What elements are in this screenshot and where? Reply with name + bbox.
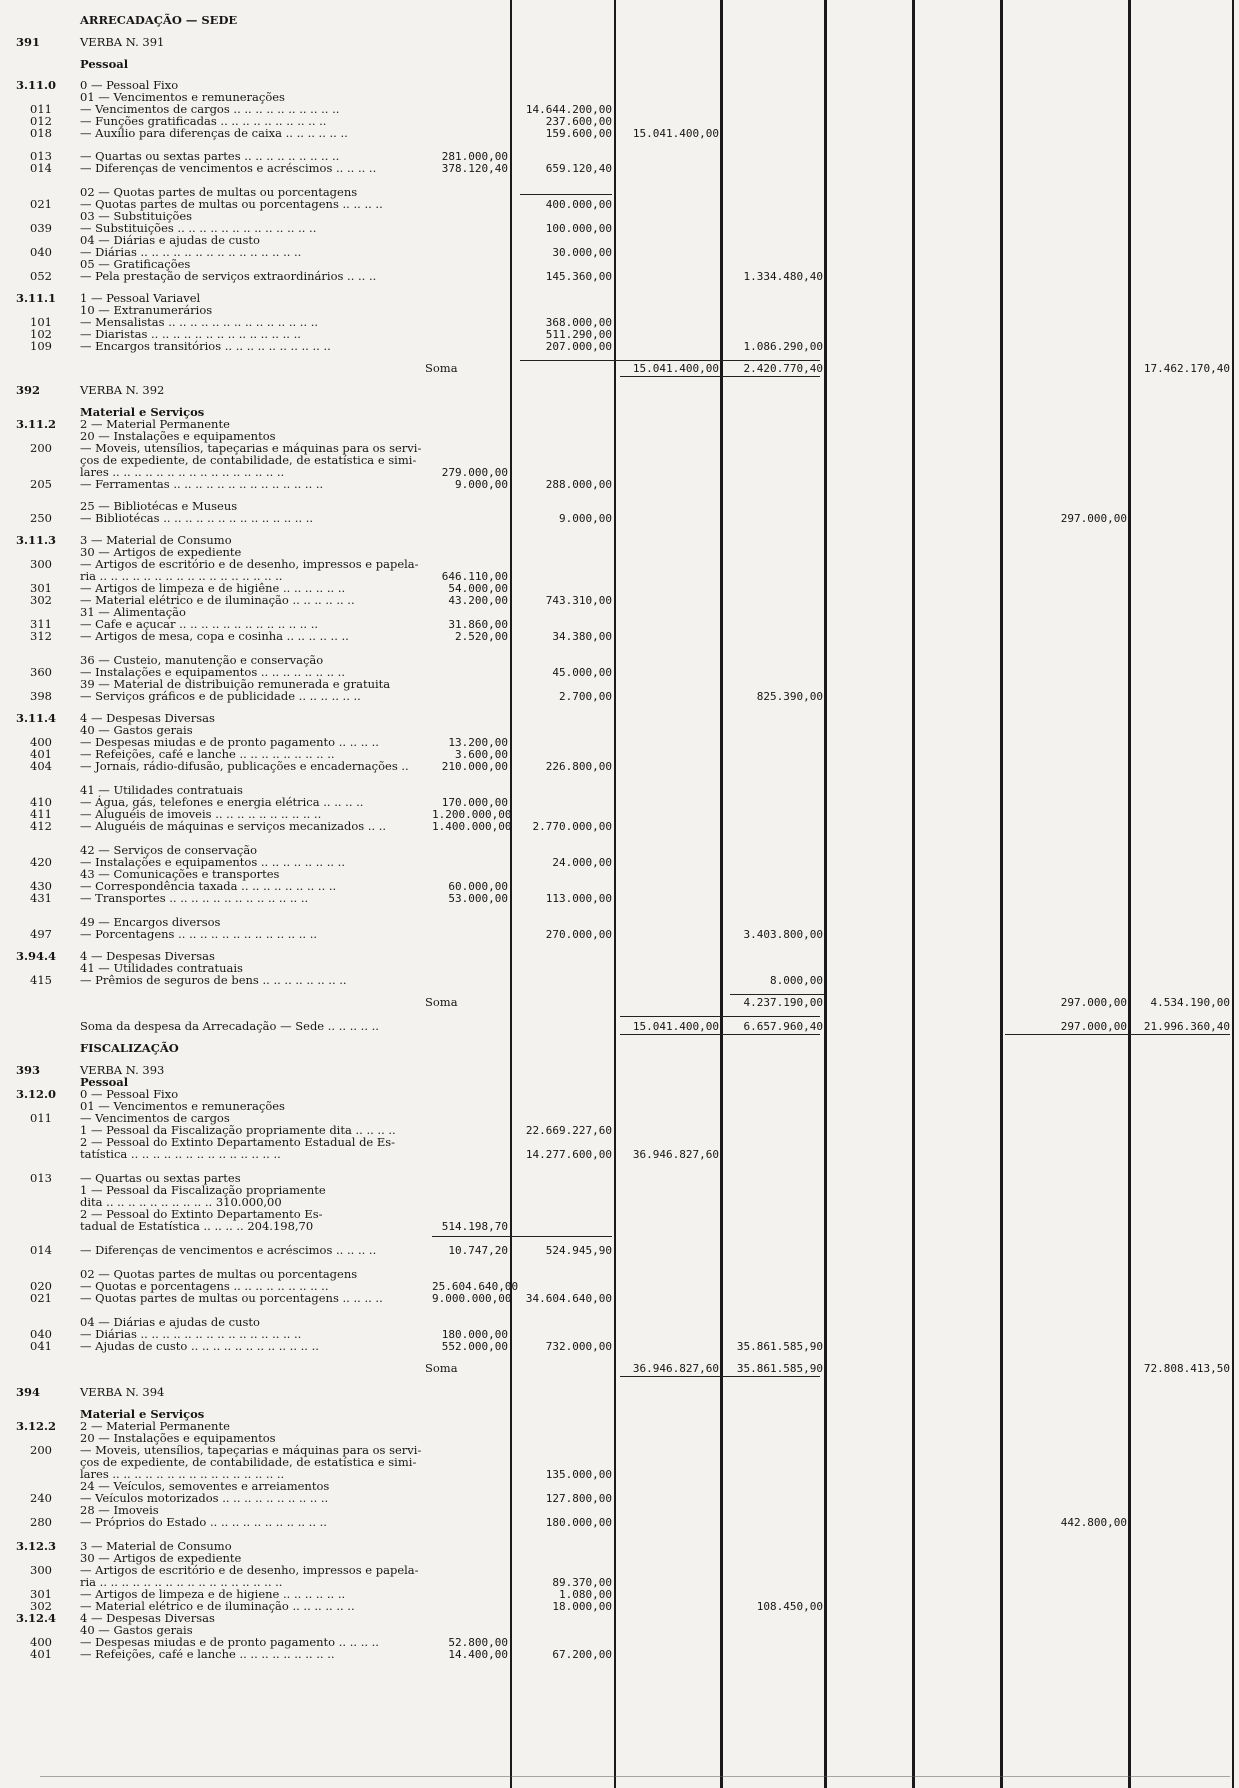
- item-description: ria .. .. .. .. .. .. .. .. .. .. .. .. .. .. .. .. ..: [80, 569, 283, 583]
- amount-col-6: 21.996.360,40: [1143, 1020, 1230, 1033]
- amount-col-4: 35.861.585,90: [736, 1362, 823, 1375]
- amount-col-2: 30.000,00: [552, 246, 612, 259]
- amount-col-2: 180.000,00: [545, 1516, 612, 1529]
- amount-col-2: 732.000,00: [545, 1340, 612, 1353]
- item-code: 205: [30, 477, 52, 491]
- item-description: 39 — Material de distribuição remunerada e gratuita: [80, 677, 391, 691]
- amount-col-3: 15.041.400,00: [632, 127, 719, 140]
- amount-col-4: 2.420.770,40: [743, 362, 823, 375]
- item-description: 10 — Extranumerários: [80, 303, 213, 317]
- ledger-row: [0, 1244, 1239, 1257]
- amount-col-4: 1.086.290,00: [743, 340, 823, 353]
- item-description: 25 — Bibliotécas e Museus: [80, 499, 238, 513]
- amount-col-5: 297.000,00: [1060, 1020, 1127, 1033]
- item-description: — Refeições, café e lanche .. .. .. .. .. .. .. .. ..: [80, 747, 335, 761]
- item-description: — Vencimentos de cargos: [80, 1111, 230, 1125]
- amount-col-3: 15.041.400,00: [632, 1020, 719, 1033]
- section-code: 3.11.0: [16, 78, 57, 92]
- amount-col-4: 1.334.480,40: [743, 270, 823, 283]
- item-description: ARRECADAÇÃO — SEDE: [80, 13, 238, 27]
- item-description: 41 — Utilidades contratuais: [80, 961, 243, 975]
- scan-noise: [40, 1776, 1230, 1777]
- item-code: 360: [30, 665, 52, 679]
- ledger-row: [0, 58, 1239, 71]
- item-code: 040: [30, 1327, 52, 1341]
- total-rule: [620, 1376, 820, 1377]
- soma-label: Soma: [425, 1361, 458, 1375]
- item-description: 1 — Pessoal da Fiscalização propriamente dita .. .. .. ..: [80, 1123, 396, 1137]
- amount-col-4: 35.861.585,90: [736, 1340, 823, 1353]
- item-description: — Quotas e porcentagens .. .. .. .. .. .. .. .. ..: [80, 1279, 329, 1293]
- section-code: 3.11.1: [16, 291, 57, 305]
- item-code: 013: [30, 149, 52, 163]
- ledger-row: [0, 270, 1239, 283]
- amount-col-2: 127.800,00: [545, 1492, 612, 1505]
- item-description: — Moveis, utensílios, tapeçarias e máquinas para os servi-: [80, 441, 422, 455]
- section-code: 394: [16, 1385, 41, 1399]
- amount-col-4: 6.657.960,40: [743, 1020, 823, 1033]
- item-description: 1 — Pessoal da Fiscalização propriamente: [80, 1183, 326, 1197]
- item-code: 401: [30, 1647, 52, 1661]
- amount-col-2: 207.000,00: [545, 340, 612, 353]
- item-description: — Moveis, utensílios, tapeçarias e máquinas para os servi-: [80, 1443, 422, 1457]
- item-code: 400: [30, 735, 52, 749]
- item-description: Material e Serviços: [80, 405, 205, 419]
- amount-col-2: 659.120,40: [545, 162, 612, 175]
- item-code: 012: [30, 114, 52, 128]
- item-description: ria .. .. .. .. .. .. .. .. .. .. .. .. .. .. .. .. ..: [80, 1575, 283, 1589]
- amount-col-5: 442.800,00: [1060, 1516, 1127, 1529]
- item-description: — Material elétrico e de iluminação .. .. .. .. .. ..: [80, 593, 355, 607]
- item-code: 497: [30, 927, 52, 941]
- item-code: 430: [30, 879, 52, 893]
- item-description: — Correspondência taxada .. .. .. .. .. .. .. .. ..: [80, 879, 337, 893]
- item-description: Soma da despesa da Arrecadação — Sede .. .. .. .. ..: [80, 1019, 379, 1033]
- item-description: 1 — Pessoal Variavel: [80, 291, 201, 305]
- amount-col-2: 2.770.000,00: [532, 820, 612, 833]
- amount-col-2: 288.000,00: [545, 478, 612, 491]
- amount-col-2: 135.000,00: [545, 1468, 612, 1481]
- item-description: 20 — Instalações e equipamentos: [80, 1431, 276, 1445]
- soma-label: Soma: [425, 361, 458, 375]
- item-description: — Refeições, café e lanche .. .. .. .. .. .. .. .. ..: [80, 1647, 335, 1661]
- item-description: — Instalações e equipamentos .. .. .. .. .. .. .. ..: [80, 665, 345, 679]
- item-description: 02 — Quotas partes de multas ou porcentagens: [80, 185, 358, 199]
- item-code: 312: [30, 629, 52, 643]
- item-code: 302: [30, 593, 52, 607]
- item-description: ços de expediente, de contabilidade, de estatística e simi-: [80, 453, 417, 467]
- item-description: — Água, gás, telefones e energia elétrica .. .. .. ..: [80, 795, 364, 809]
- item-code: 410: [30, 795, 52, 809]
- amount-col-4: 108.450,00: [756, 1600, 823, 1613]
- item-description: 01 — Vencimentos e remunerações: [80, 1099, 285, 1113]
- item-description: 2 — Material Permanente: [80, 1419, 230, 1433]
- item-description: 03 — Substituições: [80, 209, 193, 223]
- section-code: 3.12.4: [16, 1611, 57, 1625]
- item-code: 250: [30, 511, 52, 525]
- ledger-row: [0, 1648, 1239, 1661]
- item-code: 200: [30, 1443, 52, 1457]
- amount-col-3: 36.946.827,60: [632, 1362, 719, 1375]
- amount-col-1: 646.110,00: [441, 570, 508, 583]
- item-description: 4 — Despesas Diversas: [80, 949, 215, 963]
- item-description: — Diferenças de vencimentos e acréscimos .. .. .. ..: [80, 161, 377, 175]
- item-description: — Despesas miudas e de pronto pagamento .. .. .. ..: [80, 735, 379, 749]
- item-description: — Diárias .. .. .. .. .. .. .. .. .. .. .. .. .. .. ..: [80, 245, 302, 259]
- ledger-row: [0, 760, 1239, 773]
- amount-col-2: 226.800,00: [545, 760, 612, 773]
- amount-col-3: 15.041.400,00: [632, 362, 719, 375]
- amount-col-2: 100.000,00: [545, 222, 612, 235]
- amount-col-2: 145.360,00: [545, 270, 612, 283]
- ledger-row: [0, 512, 1239, 525]
- amount-col-1: 52.800,00: [448, 1636, 508, 1649]
- amount-col-2: 14.644.200,00: [525, 103, 612, 116]
- item-code: 014: [30, 161, 52, 175]
- item-description: lares .. .. .. .. .. .. .. .. .. .. .. .. .. .. .. ..: [80, 465, 285, 479]
- item-description: — Substituições .. .. .. .. .. .. .. .. .. .. .. .. ..: [80, 221, 317, 235]
- ledger-row: [0, 36, 1239, 49]
- item-description: — Quotas partes de multas ou porcentagens .. .. .. ..: [80, 197, 383, 211]
- item-code: 200: [30, 441, 52, 455]
- item-description: 05 — Gratificações: [80, 257, 191, 271]
- section-code: 3.11.2: [16, 417, 57, 431]
- amount-col-2: 34.380,00: [552, 630, 612, 643]
- section-code: 3.12.0: [16, 1087, 57, 1101]
- section-code: 392: [16, 383, 41, 397]
- section-code: 3.11.3: [16, 533, 57, 547]
- item-code: 300: [30, 557, 52, 571]
- amount-col-5: 297.000,00: [1060, 512, 1127, 525]
- amount-col-2: 159.600,00: [545, 127, 612, 140]
- total-rule: [432, 1236, 612, 1237]
- item-description: — Diferenças de vencimentos e acréscimos .. .. .. ..: [80, 1243, 377, 1257]
- item-description: 2 — Material Permanente: [80, 417, 230, 431]
- section-code: 3.12.2: [16, 1419, 57, 1433]
- item-description: dita .. .. .. .. .. .. .. .. .. .. 310.000,00: [80, 1195, 282, 1209]
- amount-col-1: 514.198,70: [441, 1220, 508, 1233]
- total-rule: [520, 360, 820, 361]
- section-code: 3.12.3: [16, 1539, 57, 1553]
- amount-col-1: 9.000.000,00: [432, 1292, 512, 1305]
- amount-col-1: 14.400,00: [448, 1648, 508, 1661]
- item-description: — Funções gratificadas .. .. .. .. .. .. .. .. .. ..: [80, 114, 327, 128]
- ledger-row: [0, 478, 1239, 491]
- amount-col-1: 10.747,20: [448, 1244, 508, 1257]
- item-code: 039: [30, 221, 52, 235]
- amount-col-2: 67.200,00: [552, 1648, 612, 1661]
- item-code: 412: [30, 819, 52, 833]
- item-description: — Bibliotécas .. .. .. .. .. .. .. .. .. .. .. .. .. ..: [80, 511, 314, 525]
- amount-col-3: 36.946.827,60: [632, 1148, 719, 1161]
- item-description: — Encargos transitórios .. .. .. .. .. .. .. .. .. ..: [80, 339, 331, 353]
- item-description: 3 — Material de Consumo: [80, 1539, 232, 1553]
- ledger-row: [0, 892, 1239, 905]
- amount-col-2: 743.310,00: [545, 594, 612, 607]
- item-description: tatística .. .. .. .. .. .. .. .. .. .. .. .. .. ..: [80, 1147, 281, 1161]
- item-description: 2 — Pessoal do Extinto Departamento Estadual de Es-: [80, 1135, 396, 1149]
- item-description: — Vencimentos de cargos .. .. .. .. .. .. .. .. .. ..: [80, 102, 340, 116]
- ledger-row: [0, 1042, 1239, 1055]
- item-description: VERBA N. 393: [80, 1063, 165, 1077]
- item-description: — Artigos de limpeza e de higiêne .. .. .. .. .. ..: [80, 581, 346, 595]
- section-code: 3.94.4: [16, 949, 57, 963]
- item-description: 2 — Pessoal do Extinto Departamento Es-: [80, 1207, 323, 1221]
- item-description: VERBA N. 394: [80, 1385, 165, 1399]
- item-description: 02 — Quotas partes de multas ou porcentagens: [80, 1267, 358, 1281]
- amount-col-6: 72.808.413,50: [1143, 1362, 1230, 1375]
- item-description: — Quotas partes de multas ou porcentagens .. .. .. ..: [80, 1291, 383, 1305]
- ledger-row: [0, 1386, 1239, 1399]
- total-rule: [620, 1016, 820, 1017]
- ledger-row: [0, 974, 1239, 987]
- item-description: — Serviços gráficos e de publicidade .. .. .. .. .. ..: [80, 689, 361, 703]
- item-description: 04 — Diárias e ajudas de custo: [80, 233, 260, 247]
- item-description: — Prêmios de seguros de bens .. .. .. .. .. .. .. ..: [80, 973, 347, 987]
- item-code: 018: [30, 126, 52, 140]
- amount-col-1: 1.400.000,00: [432, 820, 512, 833]
- item-description: — Aluguéis de imoveis .. .. .. .. .. .. .. .. .. ..: [80, 807, 322, 821]
- item-code: 400: [30, 1635, 52, 1649]
- total-rule: [620, 1034, 820, 1035]
- item-description: 4 — Despesas Diversas: [80, 1611, 215, 1625]
- item-description: 30 — Artigos de expediente: [80, 1551, 242, 1565]
- item-description: 31 — Alimentação: [80, 605, 186, 619]
- ledger-row: [0, 1362, 1239, 1375]
- item-description: — Artigos de escritório e de desenho, impressos e papela-: [80, 1563, 419, 1577]
- amount-col-1: 281.000,00: [441, 150, 508, 163]
- amount-col-2: 113.000,00: [545, 892, 612, 905]
- amount-col-4: 4.237.190,00: [743, 996, 823, 1009]
- item-code: 013: [30, 1171, 52, 1185]
- item-code: 404: [30, 759, 52, 773]
- ledger-row: [0, 14, 1239, 27]
- item-description: 40 — Gastos gerais: [80, 1623, 193, 1637]
- total-rule: [1005, 1034, 1230, 1035]
- item-description: 40 — Gastos gerais: [80, 723, 193, 737]
- soma-label: Soma: [425, 995, 458, 1009]
- amount-col-2: 89.370,00: [552, 1576, 612, 1589]
- item-code: 020: [30, 1279, 52, 1293]
- amount-col-1: 13.200,00: [448, 736, 508, 749]
- amount-col-2: 400.000,00: [545, 198, 612, 211]
- item-description: 49 — Encargos diversos: [80, 915, 221, 929]
- item-description: 42 — Serviços de conservação: [80, 843, 258, 857]
- amount-col-6: 17.462.170,40: [1143, 362, 1230, 375]
- amount-col-2: 18.000,00: [552, 1600, 612, 1613]
- item-description: 36 — Custeio, manutenção e conservação: [80, 653, 324, 667]
- item-description: — Transportes .. .. .. .. .. .. .. .. .. .. .. .. ..: [80, 891, 309, 905]
- item-description: Pessoal: [80, 57, 129, 71]
- item-code: 420: [30, 855, 52, 869]
- item-description: — Pela prestação de serviços extraordinários .. .. ..: [80, 269, 377, 283]
- amount-col-1: 2.520,00: [455, 630, 508, 643]
- item-code: 109: [30, 339, 52, 353]
- amount-col-1: 31.860,00: [448, 618, 508, 631]
- item-description: — Diaristas .. .. .. .. .. .. .. .. .. .. .. .. .. ..: [80, 327, 301, 341]
- item-description: — Próprios do Estado .. .. .. .. .. .. .. .. .. .. ..: [80, 1515, 327, 1529]
- item-code: 102: [30, 327, 52, 341]
- ledger-row: [0, 928, 1239, 941]
- amount-col-6: 4.534.190,00: [1150, 996, 1230, 1009]
- amount-col-2: 9.000,00: [559, 512, 612, 525]
- item-description: — Veículos motorizados .. .. .. .. .. .. .. .. .. ..: [80, 1491, 329, 1505]
- item-description: Material e Serviços: [80, 1407, 205, 1421]
- amount-col-2: 1.080,00: [559, 1588, 612, 1601]
- item-description: — Artigos de limpeza e de higiene .. .. .. .. .. ..: [80, 1587, 346, 1601]
- item-description: — Material elétrico e de iluminação .. .. .. .. .. ..: [80, 1599, 355, 1613]
- total-rule: [620, 376, 820, 377]
- item-code: 040: [30, 245, 52, 259]
- ledger-row: [0, 690, 1239, 703]
- item-description: — Ajudas de custo .. .. .. .. .. .. .. .. .. .. .. ..: [80, 1339, 319, 1353]
- item-code: 014: [30, 1243, 52, 1257]
- item-description: — Quartas ou sextas partes .. .. .. .. .. .. .. .. ..: [80, 149, 340, 163]
- item-description: — Ferramentas .. .. .. .. .. .. .. .. .. .. .. .. .. ..: [80, 477, 324, 491]
- item-description: 41 — Utilidades contratuais: [80, 783, 243, 797]
- item-description: — Porcentagens .. .. .. .. .. .. .. .. .. .. .. .. ..: [80, 927, 318, 941]
- item-code: 041: [30, 1339, 52, 1353]
- amount-col-2: 270.000,00: [545, 928, 612, 941]
- item-code: 052: [30, 269, 52, 283]
- amount-col-1: 552.000,00: [441, 1340, 508, 1353]
- item-code: 301: [30, 1587, 52, 1601]
- ledger-row: [0, 630, 1239, 643]
- amount-col-2: 34.604.640,00: [525, 1292, 612, 1305]
- item-code: 021: [30, 1291, 52, 1305]
- item-description: VERBA N. 392: [80, 383, 165, 397]
- item-code: 401: [30, 747, 52, 761]
- ledger-row: [0, 1340, 1239, 1353]
- ledger-row: [0, 162, 1239, 175]
- amount-col-1: 378.120,40: [441, 162, 508, 175]
- amount-col-2: 14.277.600,00: [525, 1148, 612, 1161]
- total-rule: [730, 994, 825, 995]
- item-description: 24 — Veículos, semoventes e arreiamentos: [80, 1479, 330, 1493]
- amount-col-1: 1.200.000,00: [432, 808, 512, 821]
- amount-col-1: 180.000,00: [441, 1328, 508, 1341]
- item-code: 300: [30, 1563, 52, 1577]
- amount-col-1: 25.604.640,00: [432, 1280, 519, 1293]
- amount-col-2: 24.000,00: [552, 856, 612, 869]
- amount-col-2: 237.600,00: [545, 115, 612, 128]
- ledger-row: [0, 1292, 1239, 1305]
- amount-col-4: 825.390,00: [756, 690, 823, 703]
- item-description: — Despesas miudas e de pronto pagamento .. .. .. ..: [80, 1635, 379, 1649]
- ledger-row: [0, 1148, 1239, 1161]
- item-code: 431: [30, 891, 52, 905]
- item-description: VERBA N. 391: [80, 35, 165, 49]
- amount-col-5: 297.000,00: [1060, 996, 1127, 1009]
- ledger-row: [0, 820, 1239, 833]
- section-code: 3.11.4: [16, 711, 57, 725]
- section-code: 393: [16, 1063, 41, 1077]
- item-description: — Jornais, rádio-difusão, publicações e encadernações ..: [80, 759, 409, 773]
- item-code: 011: [30, 1111, 52, 1125]
- item-code: 011: [30, 102, 52, 116]
- amount-col-2: 22.669.227,60: [525, 1124, 612, 1137]
- amount-col-2: 368.000,00: [545, 316, 612, 329]
- amount-col-2: 45.000,00: [552, 666, 612, 679]
- ledger-row: [0, 1220, 1239, 1233]
- item-code: 021: [30, 197, 52, 211]
- item-code: 280: [30, 1515, 52, 1529]
- item-description: Pessoal: [80, 1075, 129, 1089]
- amount-col-1: 9.000,00: [455, 478, 508, 491]
- amount-col-1: 170.000,00: [441, 796, 508, 809]
- item-description: — Cafe e açucar .. .. .. .. .. .. .. .. .. .. .. .. ..: [80, 617, 319, 631]
- amount-col-1: 43.200,00: [448, 594, 508, 607]
- item-description: 0 — Pessoal Fixo: [80, 78, 179, 92]
- amount-col-1: 54.000,00: [448, 582, 508, 595]
- item-description: tadual de Estatística .. .. .. .. 204.198,70: [80, 1219, 314, 1233]
- item-description: — Quartas ou sextas partes: [80, 1171, 241, 1185]
- item-description: 43 — Comunicações e transportes: [80, 867, 280, 881]
- amount-col-1: 60.000,00: [448, 880, 508, 893]
- ledger-row: [0, 1020, 1239, 1033]
- ledger-row: [0, 340, 1239, 353]
- item-code: 302: [30, 1599, 52, 1613]
- amount-col-2: 524.945,90: [545, 1244, 612, 1257]
- amount-col-4: 8.000,00: [770, 974, 823, 987]
- item-description: 3 — Material de Consumo: [80, 533, 232, 547]
- item-code: 398: [30, 689, 52, 703]
- item-description: — Artigos de escritório e de desenho, impressos e papela-: [80, 557, 419, 571]
- ledger-row: [0, 362, 1239, 375]
- amount-col-2: 2.700,00: [559, 690, 612, 703]
- item-description: 20 — Instalações e equipamentos: [80, 429, 276, 443]
- item-description: — Aluguéis de máquinas e serviços mecanizados .. ..: [80, 819, 387, 833]
- amount-col-2: 511.290,00: [545, 328, 612, 341]
- item-description: — Diárias .. .. .. .. .. .. .. .. .. .. .. .. .. .. ..: [80, 1327, 302, 1341]
- item-code: 311: [30, 617, 52, 631]
- item-code: 301: [30, 581, 52, 595]
- item-description: 01 — Vencimentos e remunerações: [80, 90, 285, 104]
- item-description: lares .. .. .. .. .. .. .. .. .. .. .. .. .. .. .. ..: [80, 1467, 285, 1481]
- amount-col-1: 210.000,00: [441, 760, 508, 773]
- ledger-row: [0, 996, 1239, 1009]
- item-description: — Auxílio para diferenças de caixa .. .. .. .. .. ..: [80, 126, 348, 140]
- amount-col-1: 3.600,00: [455, 748, 508, 761]
- item-description: 30 — Artigos de expediente: [80, 545, 242, 559]
- ledger-row: [0, 384, 1239, 397]
- section-code: 391: [16, 35, 41, 49]
- item-description: — Mensalistas .. .. .. .. .. .. .. .. .. .. .. .. .. ..: [80, 315, 319, 329]
- item-description: 0 — Pessoal Fixo: [80, 1087, 179, 1101]
- item-description: 4 — Despesas Diversas: [80, 711, 215, 725]
- item-description: ços de expediente, de contabilidade, de estatística e simi-: [80, 1455, 417, 1469]
- amount-col-4: 3.403.800,00: [743, 928, 823, 941]
- item-description: — Artigos de mesa, copa e cosinha .. .. .. .. .. ..: [80, 629, 349, 643]
- item-description: — Instalações e equipamentos .. .. .. .. .. .. .. ..: [80, 855, 345, 869]
- amount-col-1: 279.000,00: [441, 466, 508, 479]
- item-code: 240: [30, 1491, 52, 1505]
- item-code: 415: [30, 973, 52, 987]
- ledger-row: [0, 1516, 1239, 1529]
- item-description: FISCALIZAÇÃO: [80, 1041, 179, 1055]
- item-description: 28 — Imoveis: [80, 1503, 159, 1517]
- item-description: 04 — Diárias e ajudas de custo: [80, 1315, 260, 1329]
- ledger-row: [0, 127, 1239, 140]
- amount-col-1: 53.000,00: [448, 892, 508, 905]
- item-code: 411: [30, 807, 52, 821]
- item-code: 101: [30, 315, 52, 329]
